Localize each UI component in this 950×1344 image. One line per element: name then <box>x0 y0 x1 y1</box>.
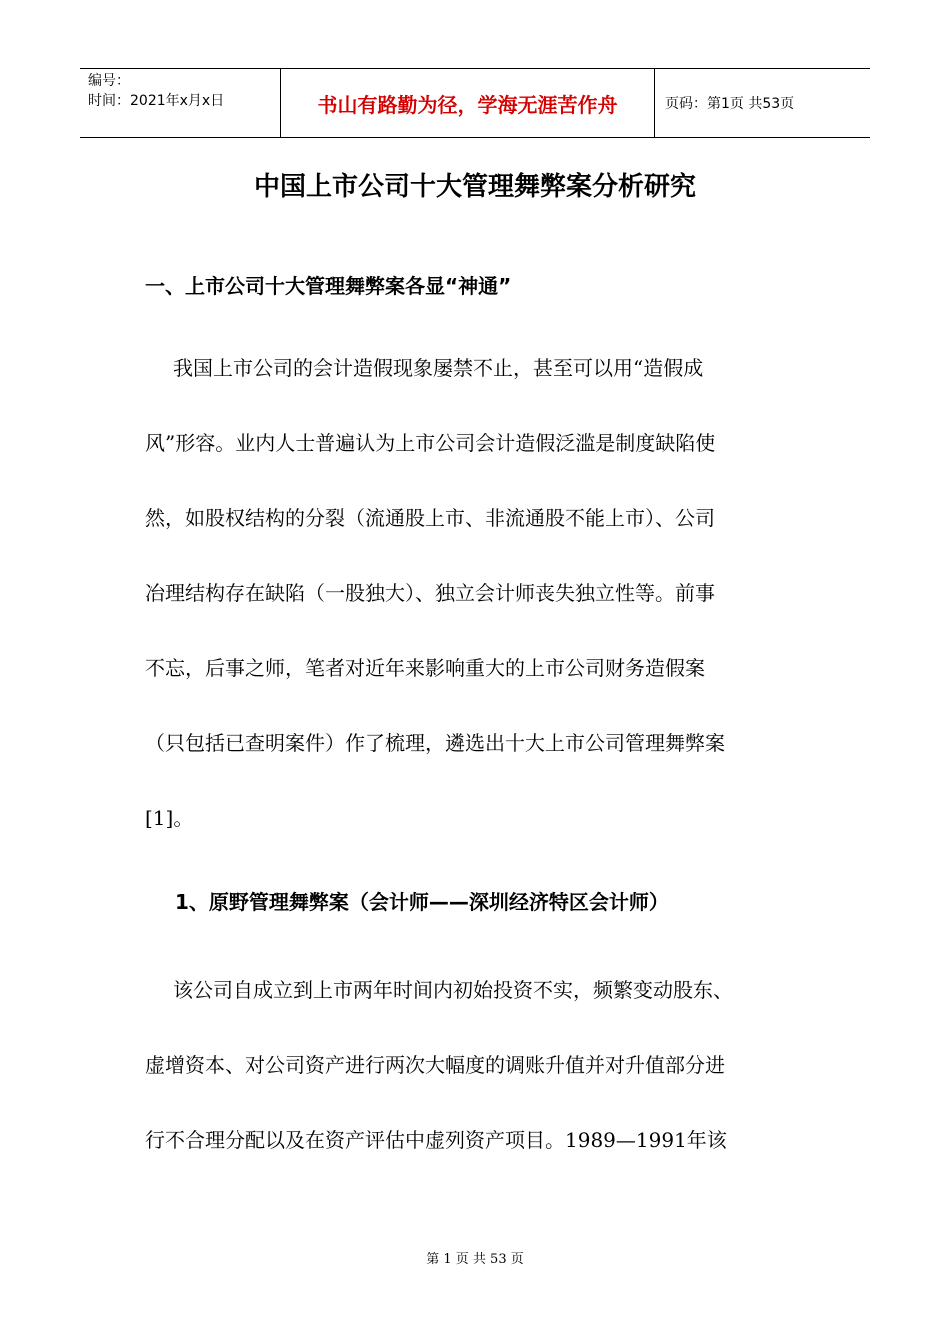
document-title: 中国上市公司十大管理舞弊案分析研究 <box>253 172 696 202</box>
case1-heading: 1、原野管理舞弊案（会计师——深圳经济特区会计师） <box>175 890 669 914</box>
time-label: 时间：2021年x月x日 <box>88 93 225 109</box>
section1-paragraph <box>145 353 805 878</box>
paragraph-line: 虚增资本、对公司资产进行两次大幅度的调账升值并对升值部分进 <box>145 1053 725 1077</box>
paragraph-line: 我国上市公司的会计造假现象屡禁不止，甚至可以用“造假成 <box>173 356 704 380</box>
paragraph-line: 风”形容。业内人士普遍认为上市公司会计造假泛滥是制度缺陷使 <box>145 431 716 455</box>
case1-paragraph <box>145 975 805 1200</box>
header-motto: 书山有路勤为径，学海无涯苦作舟 <box>281 69 655 137</box>
header-meta <box>80 69 281 137</box>
paragraph-line: （只包括已查明案件）作了梳理，遴选出十大上市公司管理舞弊案 <box>145 731 725 755</box>
section-heading: 一、上市公司十大管理舞弊案各显“神通” <box>145 274 512 298</box>
header-page-info: 页码：第1页 共53页 <box>665 96 795 112</box>
paragraph-line: [1]。 <box>145 806 194 830</box>
paragraph-line: 冶理结构存在缺陷（一股独大）、独立会计师丧失独立性等。前事 <box>145 581 715 605</box>
paragraph-line: 不忘，后事之师，笔者对近年来影响重大的上市公司财务造假案 <box>145 656 705 680</box>
paragraph-line: 该公司自成立到上市两年时间内初始投资不实，频繁变动股东、 <box>173 978 733 1002</box>
number-label: 编号： <box>88 73 130 89</box>
page-footer: 第 1 页 共 53 页 <box>426 1252 524 1267</box>
paragraph-line: 然，如股权结构的分裂（流通股上市、非流通股不能上市）、公司 <box>145 506 715 530</box>
paragraph-line: 行不合理分配以及在资产评估中虚列资产项目。1989—1991年该 <box>145 1128 727 1152</box>
header-table <box>80 68 870 138</box>
